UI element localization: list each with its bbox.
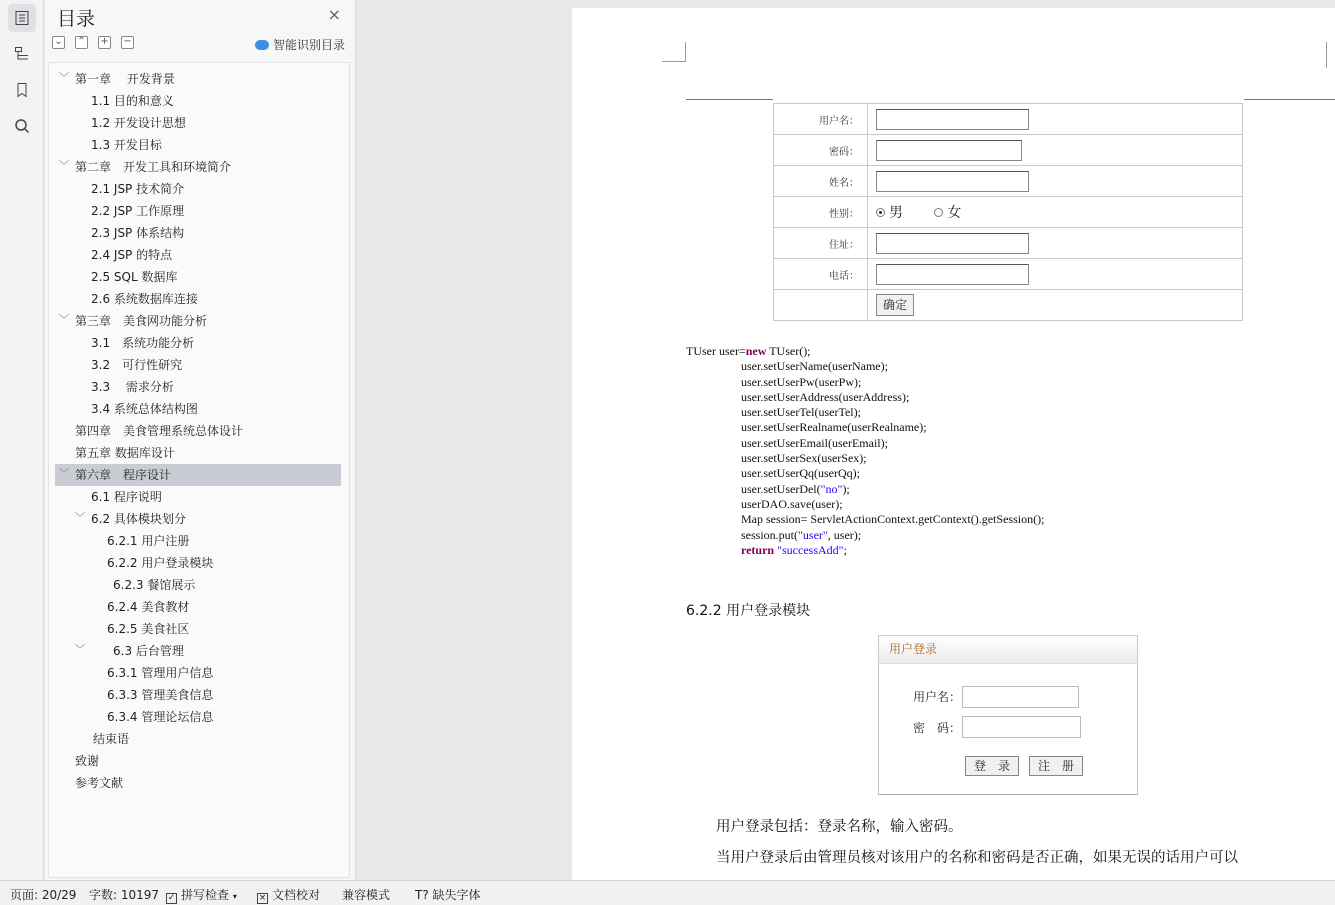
toc-item[interactable] bbox=[55, 332, 341, 354]
login-password-input[interactable] bbox=[962, 716, 1081, 738]
form-label: 性别： bbox=[774, 197, 868, 228]
toc-item-label: 2.5 SQL 数据库 bbox=[91, 270, 178, 284]
toc-item-label: 6.3.1 管理用户信息 bbox=[107, 666, 214, 680]
structure-icon[interactable] bbox=[8, 40, 36, 68]
code-line: user.setUserRealname(userRealname); bbox=[741, 420, 927, 435]
login-username-label: 用户名： bbox=[913, 690, 962, 704]
document-page bbox=[572, 8, 1335, 880]
code-line: Map session= ServletActionContext.getContext().getSession(); bbox=[741, 512, 1045, 527]
spell-check-label: 拼写检查 bbox=[181, 888, 230, 902]
doc-proof-label: 文档校对 bbox=[272, 888, 321, 902]
toc-item-label: 参考文献 bbox=[75, 776, 124, 790]
toc-item-label: 致谢 bbox=[75, 754, 100, 768]
toc-item[interactable] bbox=[55, 508, 341, 530]
code-line: user.setUserEmail(userEmail); bbox=[741, 435, 888, 450]
toc-item-label: 3.1 系统功能分析 bbox=[91, 336, 195, 350]
toc-item[interactable] bbox=[55, 662, 341, 684]
proof-icon: × bbox=[258, 893, 267, 903]
submit-button[interactable]: 确定 bbox=[876, 294, 914, 316]
toc-item-label: 结束语 bbox=[93, 732, 130, 746]
chevron-down-icon[interactable]: ﹀ bbox=[75, 513, 85, 524]
missing-font-label: 缺失字体 bbox=[432, 888, 481, 902]
toc-item[interactable] bbox=[55, 178, 341, 200]
toc-item-label: 1.2 开发设计思想 bbox=[91, 116, 186, 130]
toc-item[interactable] bbox=[55, 640, 341, 662]
font-icon: T? bbox=[415, 888, 429, 902]
paragraph: 当用户登录后由管理员核对该用户的名称和密码是否正确，如果无误的话用户可以 bbox=[716, 850, 1238, 866]
collapse-up-icon[interactable]: ⌃ bbox=[75, 36, 88, 49]
chevron-down-icon[interactable]: ﹀ bbox=[59, 161, 69, 172]
toc-item-label: 2.2 JSP 工作原理 bbox=[91, 204, 185, 218]
login-password-label: 密 码： bbox=[913, 721, 962, 735]
login-box-rule bbox=[878, 794, 1138, 795]
toc-item-label: 3.4 系统总体结构图 bbox=[91, 402, 198, 416]
code-line: user.setUserTel(userTel); bbox=[741, 405, 861, 420]
toc-item[interactable] bbox=[55, 684, 341, 706]
smart-toc-label: 智能识别目录 bbox=[272, 38, 345, 52]
code-block bbox=[686, 344, 1044, 558]
form-label-empty bbox=[774, 290, 868, 321]
chevron-down-icon[interactable]: ﹀ bbox=[59, 73, 69, 84]
chevron-down-icon[interactable]: ﹀ bbox=[59, 469, 69, 480]
form-label: 用户名： bbox=[774, 104, 868, 135]
code-line: TUser user=new TUser(); bbox=[686, 344, 811, 358]
gender-female-radio[interactable] bbox=[934, 202, 961, 222]
status-bar bbox=[0, 880, 1335, 905]
toc-item-label: 2.4 JSP 的特点 bbox=[91, 248, 173, 262]
toc-item-label: 6.3.4 管理论坛信息 bbox=[107, 710, 214, 724]
radio-unchecked-icon bbox=[934, 208, 943, 217]
toc-item[interactable] bbox=[55, 398, 341, 420]
code-line: user.setUserDel("no"); bbox=[741, 481, 850, 496]
section-heading: 6.2.2 用户登录模块 bbox=[686, 603, 811, 619]
gender-male-label: 男 bbox=[889, 205, 903, 221]
toc-item-label: 6.2.5 美食社区 bbox=[107, 622, 190, 636]
register-button[interactable]: 注 册 bbox=[1029, 756, 1083, 776]
page-corner-mark bbox=[1326, 42, 1335, 68]
toc-item[interactable] bbox=[55, 310, 341, 332]
toc-item[interactable] bbox=[55, 244, 341, 266]
toc-item-label: 2.6 系统数据库连接 bbox=[91, 292, 198, 306]
missing-font-button[interactable] bbox=[415, 886, 481, 903]
smart-toc-button[interactable] bbox=[255, 36, 345, 53]
toc-item[interactable] bbox=[55, 552, 341, 574]
toc-item[interactable] bbox=[55, 486, 341, 508]
toc-list bbox=[48, 62, 350, 878]
toc-item[interactable] bbox=[55, 112, 341, 134]
toc-item[interactable] bbox=[55, 200, 341, 222]
toc-item[interactable] bbox=[55, 68, 341, 90]
paragraph: 用户登录包括：登录名称，输入密码。 bbox=[716, 819, 963, 835]
toc-item-label: 2.3 JSP 体系结构 bbox=[91, 226, 185, 240]
toc-toolbar bbox=[52, 36, 134, 49]
form-label: 姓名： bbox=[774, 166, 868, 197]
gender-female-label: 女 bbox=[947, 205, 962, 221]
toc-item[interactable] bbox=[55, 156, 341, 178]
code-line: return "successAdd"; bbox=[741, 542, 847, 557]
toc-item[interactable] bbox=[55, 772, 341, 794]
toc-item[interactable] bbox=[55, 90, 341, 112]
radio-checked-icon bbox=[876, 208, 885, 217]
check-icon: ✓ bbox=[167, 893, 176, 903]
smart-toc-icon bbox=[255, 40, 269, 50]
form-label: 住址： bbox=[774, 228, 868, 259]
bookmark-icon[interactable] bbox=[8, 76, 36, 104]
chevron-down-icon[interactable]: ﹀ bbox=[59, 315, 69, 326]
code-line: userDAO.save(user); bbox=[741, 496, 843, 511]
code-line: user.setUserPw(userPw); bbox=[741, 374, 862, 389]
spell-check-button[interactable] bbox=[166, 886, 237, 904]
toc-item-label: 第二章 开发工具和环境简介 bbox=[75, 160, 232, 174]
toc-item-label: 3.3 需求分析 bbox=[91, 380, 174, 394]
toc-item-label: 3.2 可行性研究 bbox=[91, 358, 183, 372]
page-corner-mark bbox=[662, 42, 686, 62]
toc-item[interactable] bbox=[55, 222, 341, 244]
toc-item[interactable] bbox=[55, 728, 341, 750]
close-icon[interactable]: × bbox=[327, 5, 341, 24]
login-username-input[interactable] bbox=[962, 686, 1079, 708]
toc-item-label: 6.3.3 管理美食信息 bbox=[107, 688, 214, 702]
password-input[interactable] bbox=[876, 140, 1022, 161]
toc-item-label: 6.2.4 美食教材 bbox=[107, 600, 190, 614]
toc-item-label: 第六章 程序设计 bbox=[75, 468, 172, 482]
address-input[interactable] bbox=[876, 233, 1029, 254]
word-count[interactable]: 字数: 10197 bbox=[89, 888, 160, 902]
code-line: user.setUserSex(userSex); bbox=[741, 451, 867, 466]
toc-item-label: 第四章 美食管理系统总体设计 bbox=[75, 424, 244, 438]
toc-item-label: 1.3 开发目标 bbox=[91, 138, 162, 152]
remove-icon[interactable]: − bbox=[121, 36, 134, 49]
toc-item[interactable] bbox=[55, 596, 341, 618]
form-label: 电话： bbox=[774, 259, 868, 290]
register-form bbox=[773, 103, 1243, 321]
code-line: user.setUserQq(userQq); bbox=[741, 466, 860, 481]
code-line: user.setUserAddress(userAddress); bbox=[741, 389, 910, 404]
chevron-down-icon[interactable]: ﹀ bbox=[75, 645, 85, 656]
toc-item[interactable] bbox=[55, 354, 341, 376]
toc-panel bbox=[45, 0, 356, 880]
toc-item-label: 6.2.1 用户注册 bbox=[107, 534, 190, 548]
toc-item[interactable] bbox=[55, 706, 341, 728]
login-button[interactable]: 登 录 bbox=[965, 756, 1019, 776]
toc-item[interactable] bbox=[55, 420, 341, 442]
toc-item-label: 第五章 数据库设计 bbox=[75, 446, 175, 460]
toc-item[interactable] bbox=[55, 266, 341, 288]
dropdown-icon: ▾ bbox=[232, 892, 237, 901]
toc-item-label: 2.1 JSP 技术简介 bbox=[91, 182, 185, 196]
panel-title: 目录 bbox=[57, 8, 96, 30]
phone-input[interactable] bbox=[876, 264, 1029, 285]
compat-mode: 兼容模式 bbox=[342, 888, 391, 902]
gender-male-radio[interactable] bbox=[876, 202, 903, 222]
toc-item[interactable] bbox=[55, 574, 341, 596]
toc-item[interactable] bbox=[55, 376, 341, 398]
realname-input[interactable] bbox=[876, 171, 1029, 192]
login-title: 用户登录 bbox=[879, 636, 1137, 664]
toc-item-label: 第一章 开发背景 bbox=[75, 72, 175, 86]
toc-item-label: 1.1 目的和意义 bbox=[91, 94, 174, 108]
search-icon[interactable] bbox=[8, 112, 36, 140]
toc-item-label: 6.3 后台管理 bbox=[113, 644, 184, 658]
toc-item[interactable] bbox=[55, 288, 341, 310]
username-input[interactable] bbox=[876, 109, 1029, 130]
table-rule bbox=[1244, 99, 1335, 100]
table-rule bbox=[686, 99, 773, 100]
code-line: session.put("user", user); bbox=[741, 527, 862, 542]
toc-item-label: 6.2.2 用户登录模块 bbox=[107, 556, 214, 570]
toc-item[interactable] bbox=[55, 442, 341, 464]
toc-item[interactable] bbox=[55, 530, 341, 552]
toc-item-label: 6.1 程序说明 bbox=[91, 490, 162, 504]
doc-proof-button[interactable] bbox=[257, 886, 320, 904]
toc-icon[interactable] bbox=[8, 4, 36, 32]
left-rail bbox=[0, 0, 44, 880]
login-box bbox=[878, 635, 1138, 795]
code-line: user.setUserName(userName); bbox=[741, 359, 888, 374]
toc-item[interactable] bbox=[55, 134, 341, 156]
toc-item-label: 6.2 具体模块划分 bbox=[91, 512, 186, 526]
expand-down-icon[interactable]: ⌄ bbox=[52, 36, 65, 49]
page-indicator[interactable]: 页面: 20/29 bbox=[10, 888, 77, 902]
form-label: 密码： bbox=[774, 135, 868, 166]
toc-item-label: 第三章 美食网功能分析 bbox=[75, 314, 208, 328]
add-icon[interactable]: + bbox=[98, 36, 111, 49]
toc-item[interactable] bbox=[55, 464, 341, 486]
toc-item-label: 6.2.3 餐馆展示 bbox=[113, 578, 196, 592]
toc-item[interactable] bbox=[55, 750, 341, 772]
toc-item[interactable] bbox=[55, 618, 341, 640]
